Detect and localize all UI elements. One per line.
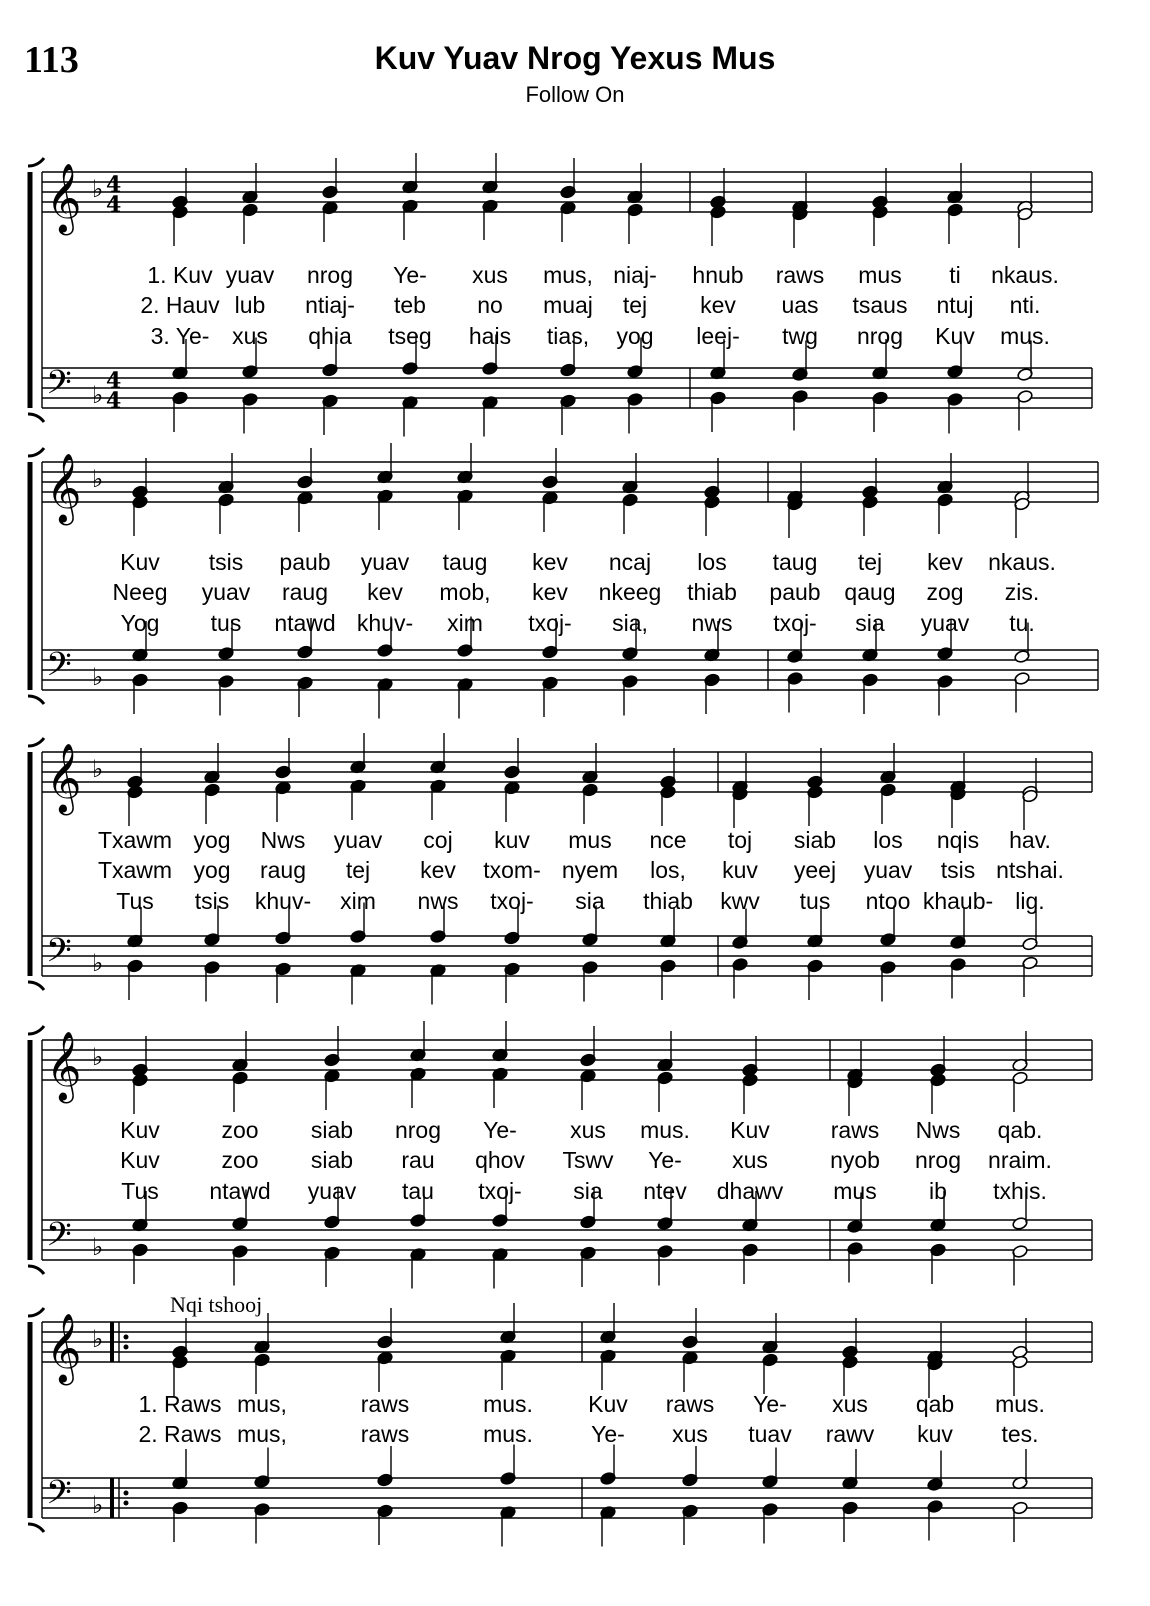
lyric-syllable: nkaus. [988, 549, 1056, 575]
lyric-syllable: kev [927, 549, 963, 575]
key-signature-flat: ♭ [92, 1043, 104, 1071]
lyric-syllable: zis. [1004, 579, 1040, 605]
lyric-syllable: qaug [844, 579, 896, 605]
key-signature-flat: ♭ [92, 1233, 104, 1261]
lyric-syllable: lig. [1015, 888, 1045, 914]
lyric-syllable: yuav [863, 857, 913, 883]
refrain-label: Nqi tshooj [170, 1292, 263, 1317]
lyric-syllable: hav. [1009, 827, 1051, 853]
lyric-syllable: tej [345, 857, 371, 883]
lyric-syllable: ib [929, 1178, 947, 1204]
lyric-syllable: mus [833, 1178, 877, 1204]
lyric-syllable: nkeeg [598, 579, 662, 605]
lyric-syllable: tus [210, 610, 242, 636]
lyric-syllable: khuv- [254, 888, 312, 914]
bass-clef: 𝄢 [46, 364, 72, 410]
repeat-dot [124, 1335, 129, 1340]
lyric-syllable: rawv [825, 1421, 875, 1447]
lyric-syllable: ncaj [608, 549, 652, 575]
lyric-syllable: xim [447, 610, 483, 636]
lyric-syllable: yuav [360, 549, 410, 575]
lyric-syllable: raug [259, 857, 307, 883]
lyric-syllable: tsis [208, 549, 244, 575]
lyric-syllable: 1. Kuv [147, 262, 213, 288]
lyric-syllable: 1. Raws [138, 1391, 222, 1417]
lyric-syllable: kev [532, 549, 568, 575]
lyric-syllable: ntawd [209, 1178, 271, 1204]
lyric-syllable: kev [532, 579, 568, 605]
bracket-top-hook [28, 1026, 44, 1034]
lyric-syllable: yuav [307, 1178, 357, 1204]
lyric-syllable: Kuv [120, 1147, 160, 1173]
lyric-syllable: nrog [394, 1117, 442, 1143]
bracket-top-hook [28, 1308, 44, 1316]
lyric-syllable: Nws [260, 827, 306, 853]
lyric-syllable: raws [360, 1421, 410, 1447]
lyric-syllable: sia [855, 610, 885, 636]
lyric-syllable: toj [727, 827, 753, 853]
lyric-syllable: xus [672, 1421, 708, 1447]
lyric-syllable: los [697, 549, 727, 575]
lyric-syllable: tuav [748, 1421, 792, 1447]
treble-clef: 𝄞 [46, 1313, 82, 1383]
lyric-syllable: tu. [1009, 610, 1035, 636]
lyric-syllable: qab [915, 1391, 955, 1417]
lyric-syllable: khuv- [356, 610, 414, 636]
lyric-syllable: ti [949, 262, 961, 288]
lyric-syllable: leej- [696, 323, 740, 349]
lyric-syllable: mob, [439, 579, 491, 605]
lyric-syllable: no [477, 292, 503, 318]
lyric-syllable: los, [650, 857, 686, 883]
lyric-syllable: Neeg [112, 579, 168, 605]
lyric-syllable: kwv [720, 888, 760, 914]
lyric-syllable: yuav [920, 610, 970, 636]
lyric-syllable: dhawv [716, 1178, 784, 1204]
lyric-syllable: 2. Hauv [140, 292, 220, 318]
key-signature-flat: ♭ [92, 465, 104, 493]
lyric-syllable: zoo [221, 1147, 259, 1173]
lyric-syllable: yog [193, 827, 231, 853]
lyric-syllable: sia [575, 888, 605, 914]
lyric-syllable: Yog [120, 610, 160, 636]
lyric-syllable: khaub- [922, 888, 994, 914]
lyric-syllable: yog [616, 323, 654, 349]
lyric-syllable: siab [310, 1147, 354, 1173]
lyric-syllable: kuv [917, 1421, 953, 1447]
bass-clef: 𝄢 [46, 1216, 72, 1262]
lyric-syllable: txoj- [478, 1178, 522, 1204]
lyric-syllable: los [873, 827, 903, 853]
lyric-syllable: ntiaj- [305, 292, 355, 318]
bass-clef: 𝄢 [46, 932, 72, 978]
bracket-bottom-hook [28, 1266, 44, 1274]
lyric-syllable: mus. [483, 1421, 533, 1447]
lyric-syllable: txom- [483, 857, 541, 883]
treble-clef: 𝄞 [46, 163, 82, 233]
lyric-syllable: nraim. [988, 1147, 1052, 1173]
lyric-syllable: ntshai. [996, 857, 1064, 883]
lyric-syllable: nce [649, 827, 687, 853]
bracket-bottom-hook [28, 1524, 44, 1532]
lyric-syllable: mus, [237, 1391, 287, 1417]
lyric-syllable: xim [340, 888, 376, 914]
bracket-bottom-hook [28, 696, 44, 704]
lyric-syllable: xus [232, 323, 268, 349]
lyric-syllable: mus. [1000, 323, 1050, 349]
lyric-syllable: nrog [306, 262, 354, 288]
bracket-top-hook [28, 158, 44, 166]
lyric-syllable: muaj [543, 292, 593, 318]
lyric-syllable: sia, [612, 610, 648, 636]
lyric-syllable: tus [799, 888, 831, 914]
lyric-syllable: Tus [116, 888, 154, 914]
lyric-syllable: mus, [237, 1421, 287, 1447]
lyric-syllable: Kuv [588, 1391, 628, 1417]
bracket-bottom-hook [28, 414, 44, 422]
lyric-syllable: zog [926, 579, 964, 605]
lyric-syllable: hais [468, 323, 512, 349]
lyric-syllable: Kuv [730, 1117, 770, 1143]
key-signature-flat: ♭ [92, 1325, 104, 1353]
lyric-syllable: mus [568, 827, 612, 853]
lyric-syllable: Ye- [591, 1421, 625, 1447]
lyric-syllable: nqis [936, 827, 980, 853]
lyric-syllable: thiab [687, 579, 737, 605]
lyric-syllable: tes. [1001, 1421, 1039, 1447]
key-signature-flat: ♭ [92, 755, 104, 783]
lyric-syllable: nws [417, 888, 459, 914]
lyric-syllable: kev [367, 579, 403, 605]
lyric-syllable: Ye- [393, 262, 427, 288]
lyric-syllable: siab [310, 1117, 354, 1143]
lyric-syllable: rau [401, 1147, 435, 1173]
lyric-syllable: ntev [643, 1178, 687, 1204]
lyric-syllable: Tus [121, 1178, 159, 1204]
repeat-dot [124, 1491, 129, 1496]
lyric-syllable: paub [279, 549, 331, 575]
lyric-syllable: xus [472, 262, 508, 288]
time-signature-top: 4 [106, 172, 122, 198]
treble-clef: 𝄞 [46, 743, 82, 813]
lyric-syllable: siab [793, 827, 837, 853]
key-signature-flat: ♭ [92, 663, 104, 691]
lyric-syllable: raws [665, 1391, 715, 1417]
lyric-syllable: yuav [201, 579, 251, 605]
bass-clef: 𝄢 [46, 646, 72, 692]
lyric-syllable: nti. [1009, 292, 1041, 318]
lyric-syllable: Ye- [648, 1147, 682, 1173]
lyric-syllable: Kuv [935, 323, 975, 349]
lyric-syllable: txoj- [773, 610, 817, 636]
treble-clef: 𝄞 [46, 1031, 82, 1101]
time-signature-bottom: 4 [106, 192, 122, 218]
lyric-syllable: raws [775, 262, 825, 288]
lyric-syllable: nkaus. [991, 262, 1059, 288]
lyric-syllable: mus. [483, 1391, 533, 1417]
lyric-syllable: ntuj [936, 292, 974, 318]
lyric-syllable: raug [281, 579, 329, 605]
lyric-syllable: Txawm [97, 827, 173, 853]
lyric-syllable: hnub [692, 262, 744, 288]
lyric-syllable: qhov [475, 1147, 525, 1173]
lyric-syllable: qab. [997, 1117, 1043, 1143]
lyric-syllable: kev [700, 292, 736, 318]
lyric-syllable: nws [691, 610, 733, 636]
bracket-top-hook [28, 448, 44, 456]
lyric-syllable: tias, [546, 323, 590, 349]
lyric-syllable: xus [832, 1391, 868, 1417]
lyric-syllable: Txawm [97, 857, 173, 883]
repeat-dot [124, 1345, 129, 1350]
bass-clef: 𝄢 [46, 1474, 72, 1520]
lyric-syllable: tsis [194, 888, 230, 914]
lyric-syllable: yog [193, 857, 231, 883]
lyric-syllable: mus, [543, 262, 593, 288]
lyric-syllable: kuv [722, 857, 758, 883]
lyric-syllable: yuav [333, 827, 383, 853]
lyric-syllable: txoj- [528, 610, 572, 636]
lyric-syllable: nrog [856, 323, 904, 349]
lyric-syllable: yeej [793, 857, 837, 883]
key-signature-flat: ♭ [92, 381, 104, 409]
key-signature-flat: ♭ [92, 949, 104, 977]
lyric-syllable: teb [394, 292, 426, 318]
lyric-syllable: nrog [914, 1147, 962, 1173]
repeat-dot [124, 1501, 129, 1506]
lyric-syllable: tej [622, 292, 648, 318]
lyric-syllable: tau [402, 1178, 434, 1204]
lyric-syllable: 3. Ye- [150, 323, 210, 349]
lyric-syllable: lub [234, 292, 266, 318]
lyric-syllable: ntawd [274, 610, 336, 636]
bracket-bottom-hook [28, 982, 44, 990]
lyric-syllable: tsaus [852, 292, 908, 318]
lyric-syllable: coj [423, 827, 453, 853]
lyric-syllable: paub [769, 579, 821, 605]
lyric-syllable: kev [420, 857, 456, 883]
time-signature-bottom: 4 [106, 388, 122, 414]
treble-clef: 𝄞 [46, 453, 82, 523]
lyric-syllable: Kuv [120, 549, 160, 575]
lyric-syllable: tej [857, 549, 883, 575]
lyric-syllable: tseg [388, 323, 432, 349]
lyric-syllable: uas [781, 292, 819, 318]
lyric-syllable: taug [442, 549, 488, 575]
lyric-syllable: thiab [643, 888, 693, 914]
lyric-syllable: Tswv [562, 1147, 614, 1173]
lyric-syllable: twg [782, 323, 818, 349]
lyric-syllable: raws [830, 1117, 880, 1143]
lyric-syllable: taug [772, 549, 818, 575]
lyric-syllable: ntoo [865, 888, 911, 914]
lyric-syllable: Nws [915, 1117, 961, 1143]
key-signature-flat: ♭ [92, 175, 104, 203]
lyric-syllable: xus [732, 1147, 768, 1173]
hymn-number: 113 [24, 39, 79, 81]
lyric-syllable: txhis. [993, 1178, 1047, 1204]
lyric-syllable: kuv [494, 827, 530, 853]
bracket-top-hook [28, 738, 44, 746]
lyric-syllable: xus [570, 1117, 606, 1143]
lyric-syllable: Ye- [753, 1391, 787, 1417]
lyric-syllable: 2. Raws [138, 1421, 222, 1447]
lyric-syllable: mus [858, 262, 902, 288]
lyric-syllable: mus. [640, 1117, 690, 1143]
lyric-syllable: nyob [830, 1147, 880, 1173]
lyric-syllable: txoj- [490, 888, 534, 914]
lyric-syllable: Ye- [483, 1117, 517, 1143]
lyric-syllable: Kuv [120, 1117, 160, 1143]
lyric-syllable: niaj- [613, 262, 657, 288]
lyric-syllable: sia [573, 1178, 603, 1204]
lyric-syllable: yuav [225, 262, 275, 288]
lyric-syllable: nyem [561, 857, 619, 883]
hymn-subtitle: Follow On [525, 82, 625, 107]
lyric-syllable: zoo [221, 1117, 259, 1143]
lyric-syllable: tsis [940, 857, 976, 883]
lyric-syllable: mus. [995, 1391, 1045, 1417]
lyric-syllable: raws [360, 1391, 410, 1417]
lyric-syllable: qhia [308, 323, 352, 349]
hymn-title: Kuv Yuav Nrog Yexus Mus [374, 40, 776, 76]
time-signature-top: 4 [106, 368, 122, 394]
key-signature-flat: ♭ [92, 1491, 104, 1519]
